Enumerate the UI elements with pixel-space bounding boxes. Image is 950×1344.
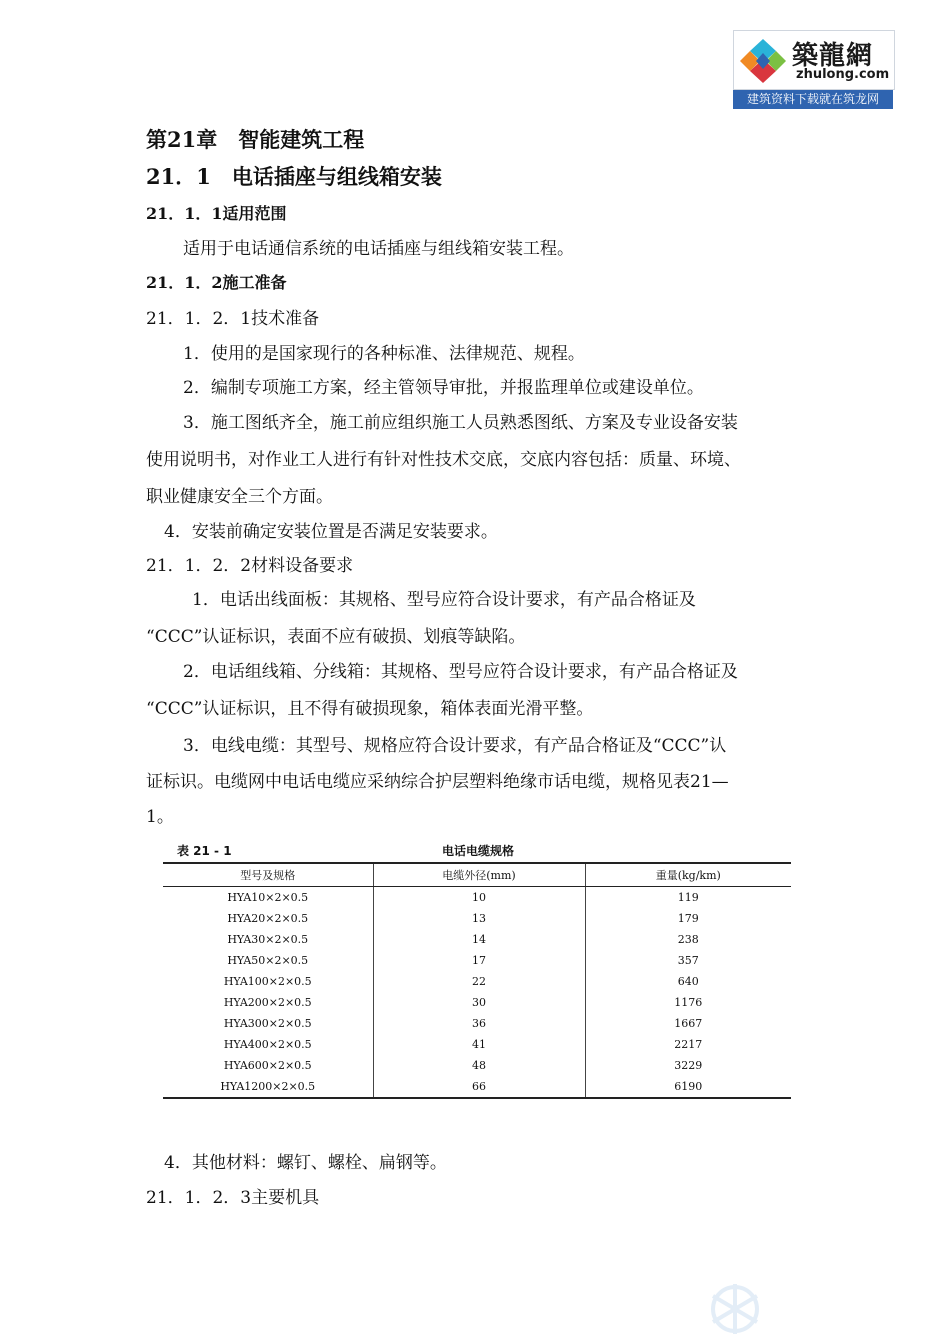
table-cell: 17 [373, 950, 585, 971]
table-cell: HYA20×2×0.5 [227, 912, 309, 925]
tech-item-3-line-3: 职业健康安全三个方面。 [146, 487, 333, 507]
material-item-1-line-1: 1．电话出线面板：其规格、型号应符合设计要求，有产品合格证及 [192, 590, 696, 610]
table-row [163, 992, 791, 1013]
table-header-cell: 型号及规格 [163, 863, 373, 887]
material-item-4: 4．其他材料：螺钉、螺栓、扁钢等。 [164, 1153, 447, 1173]
table-row [163, 929, 791, 950]
tech-item-4: 4．安装前确定安装位置是否满足安装要求。 [164, 522, 498, 542]
table-cell: HYA1200×2×0.5 [220, 1080, 316, 1093]
table-row [163, 971, 791, 992]
table-header-cell: 重量(kg/km) [585, 863, 791, 887]
logo-name: 築龍網 [792, 41, 874, 71]
table-header-cell: 电缆外径(mm) [373, 863, 585, 887]
table-cell: 10 [373, 887, 585, 909]
table-cell: 13 [373, 908, 585, 929]
table-cell: 14 [373, 929, 585, 950]
zhulong-logo-icon [738, 37, 788, 85]
material-item-3-line-1: 3．电线电缆：其型号、规格应符合设计要求，有产品合格证及“CCC”认 [183, 736, 727, 756]
table-cell: HYA30×2×0.5 [227, 933, 309, 946]
table-cell: HYA50×2×0.5 [227, 954, 309, 967]
subsection-title-scope: 21．1．1适用范围 [146, 204, 287, 223]
table-cell: 36 [373, 1013, 585, 1034]
table-cell: 41 [373, 1034, 585, 1055]
section-title: 21．1 电话插座与组线箱安装 [146, 164, 442, 189]
table-cell: 30 [373, 992, 585, 1013]
cable-spec-table-block [163, 840, 791, 1099]
table-caption [163, 840, 791, 860]
cable-spec-table [163, 862, 791, 1099]
table-row [163, 1034, 791, 1055]
table-cell: 640 [585, 971, 791, 992]
material-item-1-line-2: “CCC”认证标识，表面不应有破损、划痕等缺陷。 [146, 627, 526, 647]
tech-item-3-line-2: 使用说明书，对作业工人进行有针对性技术交底，交底内容包括：质量、环境、 [146, 450, 741, 470]
table-cell: 119 [585, 887, 791, 909]
table-cell: 1176 [585, 992, 791, 1013]
table-row [163, 887, 791, 909]
subsection-title-tech-prep: 21．1．2．1技术准备 [146, 309, 320, 329]
zhulong-logo [733, 30, 893, 110]
table-cell: HYA600×2×0.5 [223, 1059, 312, 1072]
material-item-3-line-2: 证标识。电缆网中电话电缆应采纳综合护层塑料绝缘市话电缆，规格见表21— [146, 772, 729, 792]
table-cell: 48 [373, 1055, 585, 1076]
table-row [163, 1076, 791, 1098]
table-header-row [163, 863, 791, 887]
table-cell: HYA100×2×0.5 [223, 975, 312, 988]
table-cell: 2217 [585, 1034, 791, 1055]
subsection-title-preparation: 21．1．2施工准备 [146, 273, 287, 292]
table-row [163, 908, 791, 929]
table-cell: 238 [585, 929, 791, 950]
table-row [163, 950, 791, 971]
table-row [163, 1055, 791, 1076]
table-cell: 3229 [585, 1055, 791, 1076]
table-row [163, 1013, 791, 1034]
table-cell: 179 [585, 908, 791, 929]
table-number: 表 21 - 1 [177, 844, 232, 858]
scope-text: 适用于电话通信系统的电话插座与组线箱安装工程。 [183, 239, 574, 259]
table-cell: HYA200×2×0.5 [223, 996, 312, 1009]
table-cell: 357 [585, 950, 791, 971]
table-cell: HYA300×2×0.5 [223, 1017, 312, 1030]
material-item-3-line-3: 1。 [146, 807, 174, 827]
material-item-2-line-1: 2．电话组线箱、分线箱：其规格、型号应符合设计要求，有产品合格证及 [183, 662, 738, 682]
table-cell: 1667 [585, 1013, 791, 1034]
tech-item-1: 1．使用的是国家现行的各种标准、法律规范、规程。 [183, 344, 585, 364]
subsection-title-materials: 21．1．2．2材料设备要求 [146, 556, 354, 576]
snowflake-watermark-icon [700, 1276, 770, 1342]
table-cell: HYA400×2×0.5 [223, 1038, 312, 1051]
chapter-title: 第21章 智能建筑工程 [146, 127, 365, 152]
table-cell: 66 [373, 1076, 585, 1098]
logo-tagline: 建筑资料下载就在筑龙网 [733, 90, 893, 109]
logo-panel [733, 30, 895, 90]
table-cell: 6190 [585, 1076, 791, 1098]
tech-item-2: 2．编制专项施工方案，经主管领导审批，并报监理单位或建设单位。 [183, 378, 704, 398]
table-cell: HYA10×2×0.5 [227, 891, 309, 904]
table-title: 电话电缆规格 [442, 844, 515, 858]
logo-url: zhulong.com [796, 67, 890, 82]
tech-item-3-line-1: 3．施工图纸齐全，施工前应组织施工人员熟悉图纸、方案及专业设备安装 [183, 413, 738, 433]
table-cell: 22 [373, 971, 585, 992]
material-item-2-line-2: “CCC”认证标识，且不得有破损现象，箱体表面光滑平整。 [146, 699, 594, 719]
subsection-title-equipment: 21．1．2．3主要机具 [146, 1188, 320, 1208]
